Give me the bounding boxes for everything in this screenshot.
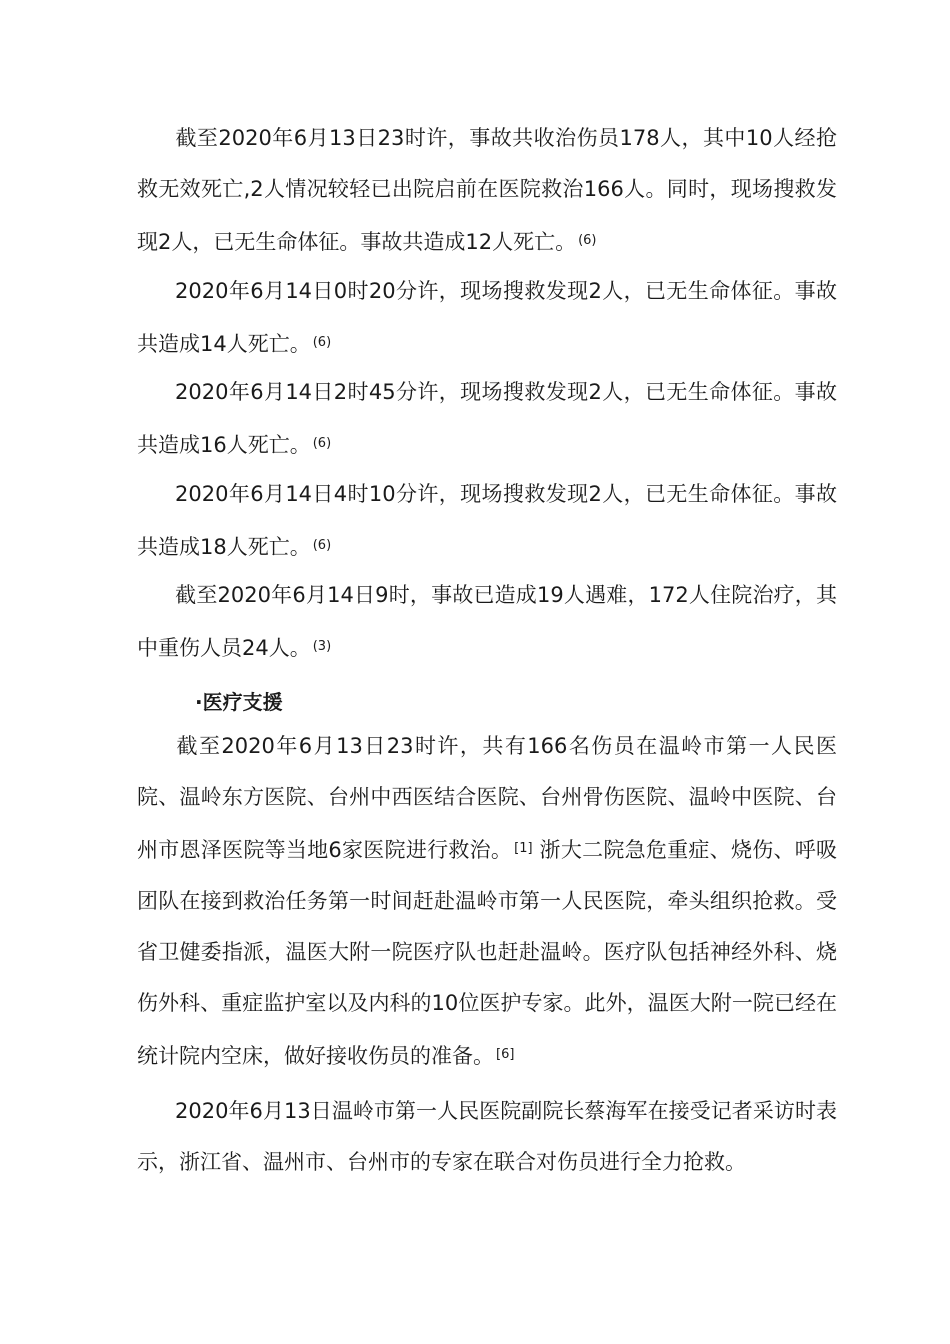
paragraph-casualties-0614	[137, 570, 837, 674]
citation-ref: (6)	[312, 538, 332, 553]
section-heading-medical-support: ·医疗支援	[195, 690, 283, 714]
paragraph-search-0020	[137, 266, 837, 370]
citation-ref: [1]	[514, 841, 533, 856]
paragraph-search-0245	[137, 367, 837, 471]
paragraph-text: 2020年6月13日温岭市第一人民医院副院长蔡海军在接受记者采访时表示，浙江省、温州市、台州市的专家在联合对伤员进行全力抢救。	[137, 1099, 837, 1174]
paragraph-medical-support	[137, 721, 837, 1082]
citation-ref: (6)	[312, 436, 332, 451]
citation-ref: (6)	[578, 233, 597, 248]
paragraph-search-0410	[137, 469, 837, 573]
citation-ref: (6)	[312, 335, 332, 350]
paragraph-text: 浙大二院急危重症、烧伤、呼吸团队在接到救治任务第一时间赶赴温岭市第一人民医院，牵头组织抢救。受省卫健委指派，温医大附一院医疗队也赶赴温岭。医疗队包括神经外科、烧伤外科、重症监护室以及内科的10位医护专家。此外，温医大附一院已经在统计院内空床，做好接收伤员的准备。	[137, 838, 838, 1068]
paragraph-casualties-0613	[137, 113, 837, 268]
paragraph-text: 2020年6月14日0时20分许，现场搜救发现2人，已无生命体征。事故共造成14人死亡。	[137, 279, 837, 356]
citation-ref: [6]	[496, 1047, 515, 1062]
paragraph-text: 2020年6月14日2时45分许，现场搜救发现2人，已无生命体征。事故共造成16人死亡。	[137, 380, 837, 457]
paragraph-interview	[137, 1086, 837, 1188]
paragraph-text: 2020年6月14日4时10分许，现场搜救发现2人，已无生命体征。事故共造成18人死亡。	[137, 482, 837, 559]
paragraph-text: 截至2020年6月13日23时许，事故共收治伤员178人，其中10人经抢救无效死亡,2人情况较轻已出院启前在医院救治166人。同时，现场搜救发现2人，已无生命体征。事故共造成12人死亡。	[137, 126, 837, 254]
paragraph-text: 截至2020年6月13日23时许，共有166名伤员在温岭市第一人民医院、温岭东方医院、台州中西医结合医院、台州骨伤医院、温岭中医院、台州市恩泽医院等当地6家医院进行救治。	[137, 734, 837, 862]
paragraph-text: 截至2020年6月14日9时，事故已造成19人遇难，172人住院治疗，其中重伤人员24人。	[137, 583, 837, 660]
citation-ref: (3)	[312, 639, 332, 654]
